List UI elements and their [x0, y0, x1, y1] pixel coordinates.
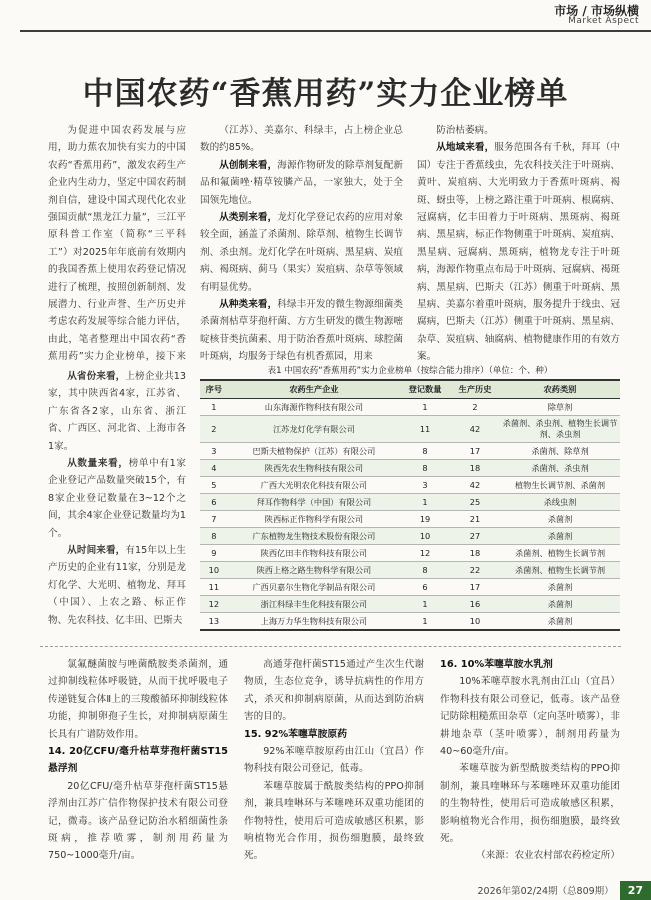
- table-cell: 12: [419, 548, 431, 558]
- table-row: [200, 399, 620, 416]
- subsection-heading: 15. 92%苯噻草胺原药: [244, 728, 347, 740]
- table-row: [200, 460, 620, 477]
- section-divider: [40, 646, 621, 648]
- table-cell: 42: [469, 424, 481, 434]
- paragraph: [48, 368, 186, 455]
- table-cell: 1: [422, 616, 428, 626]
- table-cell: 8: [422, 565, 428, 575]
- paragraph: [48, 455, 186, 542]
- table-cell: 6: [211, 497, 217, 507]
- table-cell: 4: [211, 463, 217, 473]
- table-cell: 杀菌剂: [547, 598, 573, 609]
- subsection-heading: 16. 10%苯噻草胺水乳剂: [440, 659, 553, 670]
- paragraph: [200, 296, 403, 362]
- lower-column-3: [440, 656, 620, 865]
- table-row: [200, 511, 620, 528]
- paragraph-lead: 从种类来看，: [219, 299, 278, 311]
- table-cell: 18: [469, 463, 481, 473]
- table-cell: 8: [422, 463, 428, 473]
- column-header: 登记数量: [408, 384, 442, 394]
- table-caption: 表1 中国农药“香蕉用药”实力企业榜单（按综合能力排序）（单位：个、种）: [267, 366, 553, 376]
- table-cell: 陕西先农生物科技有限公司: [264, 462, 364, 473]
- paragraph-text: 防治枯萎病。: [436, 125, 494, 136]
- paragraph: [48, 542, 186, 629]
- ranking-table: [200, 379, 620, 631]
- column-header: 生产历史: [458, 384, 492, 394]
- paragraph: 苯噻草胺为新型酰胺类结构的PPO抑制剂，兼具喹啉环与苯噻唑环双重功能团的生物特性，使用后可造成敏感区积累，影响植物光合作用，损伤细胞膜，最终致死。: [440, 763, 620, 845]
- article-upper-body: [48, 122, 620, 362]
- table-cell: 1: [422, 599, 428, 609]
- column-header: 序号: [205, 384, 223, 394]
- paragraph-text: （江苏）、美嘉尔、科绿丰，占上榜企业总数的约85%。: [200, 125, 403, 154]
- table-cell: 杀菌剂、除草剂: [531, 445, 589, 456]
- table-cell: 42: [469, 480, 481, 490]
- paragraph: [200, 122, 403, 157]
- table-cell: 陕西亿田丰作物科技有限公司: [260, 547, 368, 558]
- column-header: 农药生产企业: [289, 384, 339, 394]
- table-cell: 浙江科绿丰生化科技有限公司: [260, 598, 368, 609]
- paragraph: [200, 157, 403, 209]
- table-cell: 8: [211, 531, 217, 541]
- paragraph-text: 上榜企业共13家，其中陕西省4家，江苏省、广东省各2家，山东省、浙江省、广西区、河北省、上海市各1家。: [48, 371, 187, 452]
- table-cell: 25: [469, 497, 481, 507]
- table-cell: 7: [211, 514, 217, 524]
- table-cell: 上海万力华生物科技有限公司: [260, 615, 368, 626]
- paragraph-lead: 从时间来看，: [67, 545, 126, 557]
- table-cell: 8: [422, 446, 428, 456]
- table-cell: 10: [419, 531, 431, 541]
- upper-column-3: [417, 122, 620, 362]
- table-cell: 江苏龙灯化学有限公司: [272, 423, 355, 434]
- table-cell: 杀菌剂: [547, 581, 573, 592]
- paragraph: [200, 209, 403, 296]
- column-header: 农药类别: [543, 384, 577, 394]
- table-row: [200, 416, 620, 443]
- paragraph: 高通芽孢杆菌ST15通过产生次生代谢物质，生态位竞争，诱导抗病性的作用方式，杀灭和抑制病原菌，从而达到防治病害的目的。: [244, 659, 424, 723]
- table-cell: 杀菌剂、杀虫剂: [531, 462, 589, 473]
- table-cell: 除草剂: [547, 401, 573, 412]
- paragraph-lead: 从数量来看，: [67, 458, 129, 470]
- table-cell: 27: [469, 531, 481, 541]
- table-cell: 13: [208, 616, 220, 626]
- table-row: [200, 528, 620, 545]
- header-bar: [0, 0, 651, 40]
- page-number: 27: [620, 881, 651, 900]
- paragraph-text: 服务范围各有千秋，拜耳（中国）专注于香蕉线虫，先农科技关注于叶斑病、黄叶、炭疽病、大光明致力于香蕉叶斑病、褐斑、蚜虫等，上榜之路注重于叶斑病、根腐病、冠腐病，亿丰田着力于叶斑病、黑斑病、褐斑病、黑星病，标正作物侧重于叶斑病、炭疽病、黑星病、冠腐病、黑斑病，植物龙专注于叶斑病，海源作物重点布局于叶斑病、冠腐病、褐斑病、黑星病、巴斯夫（江苏）侧重于叶斑病、黑星病、美嘉尔着重叶斑病，服务提升于线虫、冠腐病，巴斯夫（江苏）侧重于叶斑病、黑星病、杂草、炭疽病、轴腐病、植物健康作用的有效方案。: [417, 142, 620, 362]
- table-cell: 21: [469, 514, 481, 524]
- header-rule: [20, 30, 651, 32]
- paragraph: 氯氟醚菌胺与唑菌酰胺类杀菌剂，通过抑制线粒体呼吸链，从而干扰呼吸电子传递链复合体Ⅱ上的三羧酸循环抑制线粒体功能，抑制卵孢子生长，对抑制病原菌生长具有广谱防效作用。: [48, 659, 228, 740]
- table-row: [200, 494, 620, 511]
- table-cell: 3: [211, 446, 217, 456]
- paragraph: [417, 122, 620, 139]
- table-cell: 5: [211, 480, 217, 490]
- subsection-heading: 14. 20亿CFU/毫升枯草芽孢杆菌ST15悬浮剂: [48, 746, 228, 775]
- table-cell: 18: [469, 548, 481, 558]
- table-cell: 16: [469, 599, 481, 609]
- table-cell: 10: [469, 616, 481, 626]
- page-footer: [411, 880, 651, 900]
- paragraph-text: 科绿丰开发的微生物源细菌类杀菌剂枯草芽孢杆菌、方方生研发的微生物源嘧啶核苷类抗菌素、用于防治香蕉叶斑病、球腔菌叶斑病，均服务于绿色有机香蕉园，用来: [200, 299, 403, 362]
- table-row: [200, 579, 620, 596]
- lower-left-column: [48, 368, 186, 629]
- paragraph-lead: 从类别来看，: [219, 212, 278, 224]
- paragraph-text: 海源作物研发的除草剂复配新品和氟菌唑·精草铵膦产品，一家独大，处于全国领先地位。: [200, 159, 403, 206]
- lower-column-2: [244, 656, 424, 865]
- paragraph: 92%苯噻草胺原药由江山（宜昌）作物科技有限公司登记，低毒。: [244, 746, 424, 775]
- table-cell: 1: [211, 402, 217, 412]
- ranking-table-block: [200, 364, 620, 631]
- table-row: [200, 545, 620, 562]
- table-row: [200, 443, 620, 460]
- table-row: [200, 477, 620, 494]
- table-cell: 1: [422, 402, 428, 412]
- table-cell: 10: [208, 565, 220, 575]
- table-cell: 3: [422, 480, 428, 490]
- table-cell: 陕西上格之路生物科学有限公司: [256, 564, 372, 575]
- upper-column-2: [200, 122, 403, 362]
- table-cell: 杀菌剂、杀虫剂、植物生长调节剂、杀虫剂: [502, 418, 618, 439]
- paragraph-text: 有15年以上生产历史的企业有11家，分别是龙灯化学、大光明、植物龙、拜耳（中国）、上农之路、标正作物、先农科技、亿丰田、巴斯夫: [48, 545, 187, 626]
- table-cell: 17: [469, 446, 481, 456]
- table-cell: 11: [419, 424, 431, 434]
- paragraph-lead: 从省份来看，: [67, 371, 126, 382]
- table-cell: 17: [469, 582, 481, 592]
- table-cell: 1: [422, 497, 428, 507]
- table-cell: 巴斯夫植物保护（江苏）有限公司: [252, 445, 376, 456]
- table-cell: 2: [472, 402, 478, 412]
- table-cell: 22: [469, 565, 481, 575]
- upper-column-1: [48, 122, 186, 362]
- paragraph: 为促进中国农药发展与应用，助力蕉农加快有实力的中国农药“香蕉用药”，激发农药生产企业内生动力，坚定中国农药制剂自信，建设中国式现代化农业强国贡献“黑龙江力量”，三江平原科普工作室（简称“三平科工”）对2025年年底前有效期内的我国香蕉上使用农药登记情况进行了梳理，按照创新制剂、发展潜力、行业声誉、生产历史并考虑农药发展等综合能力评估，由此，笔者整理出中国农药“香蕉用药”实力企业榜单，接下来: [48, 125, 186, 362]
- table-cell: 广西大光明农化科技有限公司: [260, 479, 368, 490]
- paragraph-lead: 从创制来看，: [219, 159, 278, 171]
- table-row: [200, 596, 620, 613]
- table-cell: 2: [211, 424, 217, 434]
- table-cell: 11: [208, 582, 220, 592]
- table-cell: 杀线虫剂: [543, 496, 577, 507]
- table-cell: 杀菌剂: [547, 513, 573, 524]
- section-subtitle: Market Aspect: [568, 16, 639, 26]
- article-lower-body: [48, 656, 620, 865]
- table-row: [200, 613, 620, 631]
- table-cell: 19: [419, 514, 431, 524]
- table-cell: 12: [208, 599, 220, 609]
- paragraph: 20亿CFU/毫升枯草芽孢杆菌ST15悬浮剂由江苏广信作物保护技术有限公司登记，微毒。该产品登记防治水稻细菌性条斑病，推荐喷雾，制剂用药量为750~1000毫升/亩。: [48, 780, 228, 862]
- paragraph-text: 榜单中有1家企业登记产品数量突破15个，有8家企业登记数量在3~12个之间，其余4家企业登记数量均为1个。: [48, 458, 187, 539]
- table-cell: 杀菌剂: [547, 530, 573, 541]
- article-headline: 中国农药“香蕉用药”实力企业榜单: [82, 76, 569, 112]
- table-cell: 广东植物龙生物技术股份有限公司: [252, 530, 376, 541]
- table-row: [200, 562, 620, 579]
- table-header-row: [200, 380, 620, 399]
- issue-info: 2026年第02/24期（总809期）: [477, 886, 614, 897]
- paragraph: 10%苯噻草胺水乳剂由江山（宜昌）作物科技有限公司登记，低毒。该产品登记防除粗糙蕉田杂草（定向茎叶喷雾），非耕地杂草（茎叶喷雾），制剂用药量为40~60毫升/亩。: [440, 676, 620, 758]
- table-cell: 9: [211, 548, 217, 558]
- section-title: 市场 / 市场纵横: [554, 4, 639, 18]
- table-cell: 杀菌剂、植物生长调节剂: [514, 564, 606, 575]
- table-cell: 陕西标正作物科学有限公司: [264, 513, 364, 524]
- lower-column-1: [48, 656, 228, 865]
- paragraph: 苯噻草胺属于酰胺类结构的PPO抑制剂，兼具喹啉环与苯噻唑环双重功能团的作物特性，使用后可造成敏感区积累，影响植物光合作用，损伤细胞膜，最终致死。: [244, 780, 424, 862]
- table-cell: 杀菌剂: [547, 615, 573, 626]
- table-cell: 广西贝嘉尔生物化学制品有限公司: [252, 581, 376, 592]
- table-cell: 植物生长调节剂、杀菌剂: [514, 479, 606, 490]
- table-cell: 杀菌剂、植物生长调节剂: [514, 547, 606, 558]
- paragraph: [417, 139, 620, 362]
- paragraph: （来源：农业农村部农药检定所）: [476, 850, 620, 862]
- table-cell: 6: [422, 582, 428, 592]
- paragraph-lead: 从地域来看，: [436, 142, 495, 154]
- paragraph-text: 龙灯化学登记农药的应用对象较全面，涵盖了杀菌剂、除草剂、植物生长调节剂、杀虫剂。龙灯化学在叶斑病、黑星病、炭疽病、褐斑病、蓟马（果实）炭疽病、杂草等领域有明显优势。: [200, 212, 403, 293]
- table-cell: 山东海源作物科技有限公司: [264, 401, 364, 412]
- table-cell: 拜耳作物科学（中国）有限公司: [256, 496, 372, 507]
